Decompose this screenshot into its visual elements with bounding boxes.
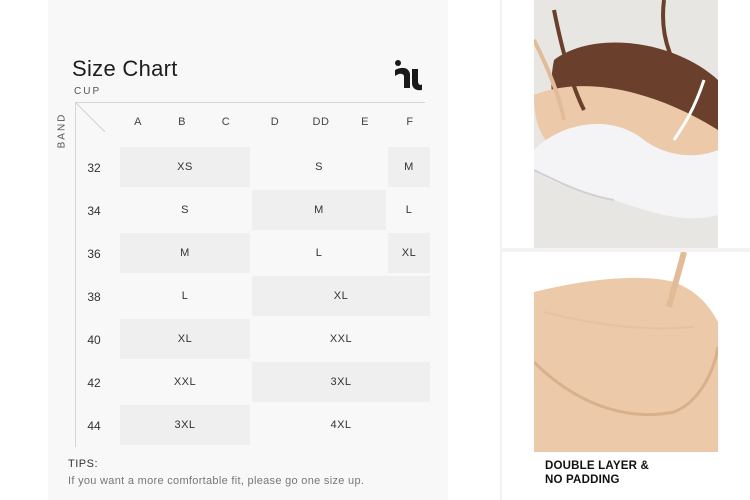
feature-caption-line2: NO PADDING (545, 474, 620, 486)
cup-header-dd: DD (312, 116, 330, 128)
header-divider (75, 102, 425, 103)
product-photo-stack (534, 0, 718, 248)
size-cell: XL (388, 233, 430, 273)
band-value: 42 (87, 375, 101, 390)
band-axis-label: BAND (56, 112, 68, 149)
size-cell: XXL (173, 376, 197, 388)
cup-header-c: C (221, 116, 231, 128)
page-title: Size Chart (72, 56, 178, 81)
size-cell: 3XL (252, 362, 430, 402)
band-value: 32 (87, 160, 101, 175)
product-photo-closeup (534, 252, 718, 457)
band-divider (75, 102, 76, 447)
size-cell: XL (120, 319, 250, 359)
band-value: 40 (87, 332, 101, 347)
cup-axis-label: CUP (74, 86, 102, 97)
size-cell: XL (252, 276, 430, 316)
feature-caption (545, 459, 685, 487)
corner-diagonal (75, 102, 105, 132)
band-value: 38 (87, 289, 101, 304)
size-cell: XXL (329, 333, 353, 345)
tips-title: TIPS: (68, 458, 99, 470)
cup-header-d: D (270, 116, 280, 128)
bra-stack-image (534, 0, 718, 248)
band-value: 44 (87, 418, 101, 433)
size-cell: M (120, 233, 250, 273)
size-cell: S (315, 161, 323, 173)
brand-logo-icon (393, 59, 423, 91)
cup-header-b: B (178, 116, 186, 128)
tips-text: If you want a more comfortable fit, please go one size up. (68, 475, 365, 487)
size-cell: S (181, 204, 189, 216)
size-cell: M (252, 190, 386, 230)
size-cell: 4XL (330, 419, 352, 431)
cup-header-e: E (361, 116, 369, 128)
size-cell: M (388, 147, 430, 187)
size-cell: XS (120, 147, 250, 187)
band-value: 36 (87, 246, 101, 261)
size-cell: L (181, 290, 189, 302)
band-value: 34 (87, 203, 101, 218)
cup-header-f: F (406, 116, 414, 128)
cup-closeup-image (534, 252, 718, 457)
size-cell: 3XL (120, 405, 250, 445)
size-cell: L (405, 204, 413, 216)
size-cell: L (315, 247, 323, 259)
feature-caption-line1: DOUBLE LAYER & (545, 460, 649, 472)
cup-header-a: A (134, 116, 142, 128)
